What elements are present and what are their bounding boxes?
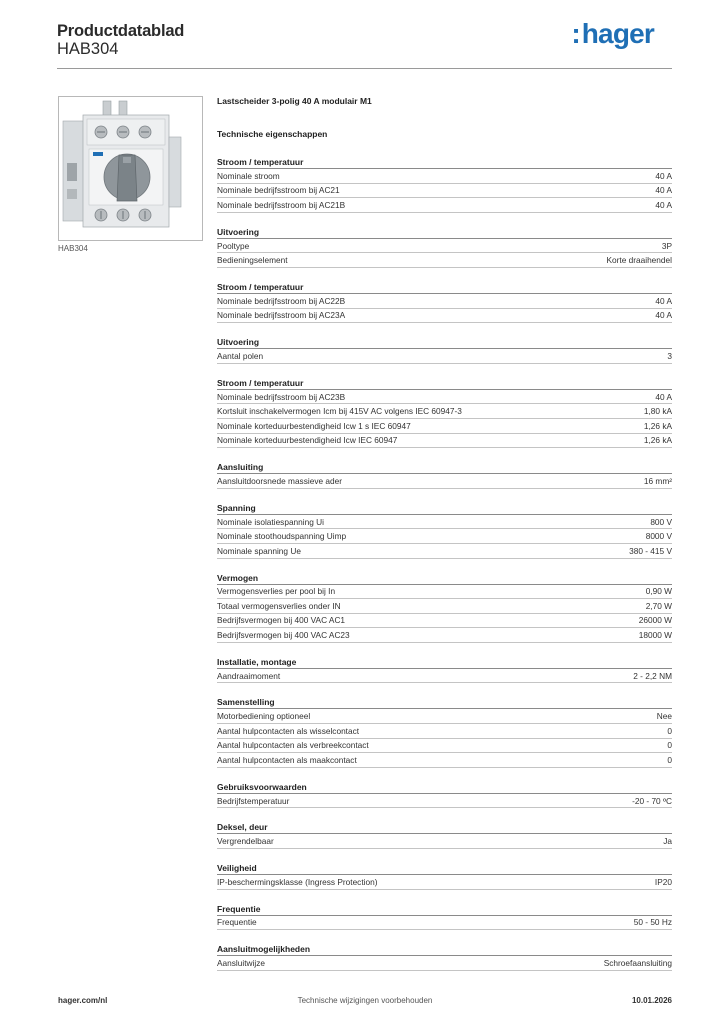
spec-label: IP-beschermingsklasse (Ingress Protection) [217, 876, 378, 887]
spec-group-title: Uitvoering [217, 337, 672, 349]
spec-group [217, 573, 672, 643]
spec-value: IP20 [654, 876, 672, 887]
spec-value: Korte draaihendel [606, 255, 672, 266]
spec-group [217, 157, 672, 213]
spec-label: Nominale stoothoudspanning Uimp [217, 531, 347, 542]
spec-label: Nominale isolatiespanning Ui [217, 516, 324, 527]
spec-group-title: Vermogen [217, 573, 672, 585]
document-header [57, 20, 672, 70]
spec-group-title: Samenstelling [217, 697, 672, 709]
spec-row [217, 198, 672, 213]
spec-group-title: Deksel, deur [217, 822, 672, 834]
spec-value: 0 [667, 725, 672, 736]
spec-label: Frequentie [217, 917, 257, 928]
spec-group [217, 863, 672, 890]
spec-label: Aansluitdoorsnede massieve ader [217, 475, 342, 486]
spec-label: Aansluitwijze [217, 958, 265, 969]
spec-label: Motorbediening optioneel [217, 711, 311, 722]
spec-label: Aantal polen [217, 350, 264, 361]
hager-logo [571, 18, 654, 50]
spec-row [217, 239, 672, 254]
spec-row [217, 309, 672, 324]
spec-group [217, 697, 672, 767]
spec-label: Nominale korteduurbestendigheid Icw IEC 60947 [217, 435, 398, 446]
spec-value: 0 [667, 740, 672, 751]
spec-value: 3P [661, 240, 672, 251]
spec-label: Nominale bedrijfsstroom bij AC21 [217, 185, 340, 196]
spec-label: Aantal hulpcontacten als maakcontact [217, 755, 357, 766]
spec-value: 1,80 kA [643, 406, 672, 417]
spec-row [217, 404, 672, 419]
spec-value: 40 A [655, 185, 672, 196]
spec-row [217, 419, 672, 434]
header-divider [57, 68, 672, 69]
spec-label: Bedrijfsvermogen bij 400 VAC AC23 [217, 630, 350, 641]
spec-label: Bedrijfstemperatuur [217, 795, 290, 806]
spec-value: 1,26 kA [643, 420, 672, 431]
logo-text: hager [581, 18, 654, 49]
spec-row [217, 390, 672, 405]
spec-label: Pooltype [217, 240, 250, 251]
spec-row [217, 739, 672, 754]
spec-row [217, 753, 672, 768]
document-title: Productdatablad [57, 22, 185, 40]
spec-row [217, 709, 672, 724]
spec-row [217, 294, 672, 309]
spec-group-title: Veiligheid [217, 863, 672, 875]
spec-value: -20 - 70 ºC [632, 795, 672, 806]
spec-row [217, 956, 672, 971]
spec-group [217, 462, 672, 489]
section-title: Technische eigenschappen [217, 129, 328, 139]
spec-label: Aantal hulpcontacten als verbreekcontact [217, 740, 369, 751]
spec-group-title: Gebruiksvoorwaarden [217, 782, 672, 794]
product-image-caption: HAB304 [58, 244, 88, 253]
spec-group [217, 227, 672, 268]
spec-value: 40 A [655, 295, 672, 306]
spec-row [217, 515, 672, 530]
specifications-panel [217, 96, 672, 971]
spec-label: Nominale stroom [217, 170, 280, 181]
spec-group [217, 904, 672, 931]
page-footer [58, 996, 672, 1008]
spec-label: Vergrendelbaar [217, 836, 274, 847]
spec-group-title: Aansluitmogelijkheden [217, 944, 672, 956]
spec-row [217, 614, 672, 629]
spec-row [217, 599, 672, 614]
spec-row [217, 434, 672, 449]
spec-value: 1,26 kA [643, 435, 672, 446]
spec-value: 380 - 415 V [629, 545, 672, 556]
spec-label: Nominale bedrijfsstroom bij AC22B [217, 295, 346, 306]
footer-website-link[interactable]: hager.com/nl [58, 996, 108, 1005]
spec-value: Nee [656, 711, 672, 722]
spec-group [217, 782, 672, 809]
spec-group [217, 503, 672, 559]
spec-group [217, 282, 672, 323]
spec-group-title: Spanning [217, 503, 672, 515]
spec-value: 40 A [655, 170, 672, 181]
spec-value: 3 [667, 350, 672, 361]
spec-group-title: Stroom / temperatuur [217, 282, 672, 294]
spec-label: Nominale korteduurbestendigheid Icw 1 s IEC 60947 [217, 420, 411, 431]
spec-group-title: Stroom / temperatuur [217, 157, 672, 169]
spec-row [217, 474, 672, 489]
spec-row [217, 724, 672, 739]
spec-value: 16 mm² [643, 475, 672, 486]
spec-row [217, 529, 672, 544]
spec-group-title: Stroom / temperatuur [217, 378, 672, 390]
spec-value: 2 - 2,2 NM [633, 670, 672, 681]
spec-label: Totaal vermogensverlies onder IN [217, 600, 341, 611]
spec-value: 800 V [650, 516, 672, 527]
spec-row [217, 875, 672, 890]
product-image [58, 96, 203, 241]
spec-group-title: Aansluiting [217, 462, 672, 474]
spec-groups [217, 157, 672, 971]
footer-date: 10.01.2026 [631, 996, 672, 1005]
spec-label: Kortsluit inschakelvermogen Icm bij 415V AC volgens IEC 60947-3 [217, 406, 462, 417]
spec-row [217, 544, 672, 559]
spec-row [217, 349, 672, 364]
document-product-code: HAB304 [57, 40, 119, 58]
spec-row [217, 628, 672, 643]
spec-group [217, 657, 672, 684]
spec-row [217, 669, 672, 684]
spec-value: 0,90 W [645, 586, 672, 597]
spec-label: Aantal hulpcontacten als wisselcontact [217, 725, 360, 736]
spec-value: 26000 W [638, 615, 672, 626]
spec-value: 40 A [655, 199, 672, 210]
spec-label: Bedrijfsvermogen bij 400 VAC AC1 [217, 615, 346, 626]
spec-value: 0 [667, 755, 672, 766]
spec-label: Vermogensverlies per pool bij In [217, 586, 336, 597]
spec-row [217, 834, 672, 849]
spec-value: Ja [663, 836, 672, 847]
spec-group [217, 822, 672, 849]
product-description: Lastscheider 3-polig 40 A modulair M1 [217, 96, 372, 106]
spec-label: Nominale bedrijfsstroom bij AC23A [217, 310, 346, 321]
spec-value: 8000 V [645, 531, 672, 542]
spec-group [217, 378, 672, 448]
spec-label: Aandraaimoment [217, 670, 281, 681]
footer-notice: Technische wijzigingen voorbehouden [297, 996, 433, 1005]
spec-label: Nominale spanning Ue [217, 545, 301, 556]
spec-row [217, 184, 672, 199]
spec-value: 2,70 W [645, 600, 672, 611]
spec-label: Nominale bedrijfsstroom bij AC21B [217, 199, 346, 210]
spec-row [217, 794, 672, 809]
rotary-switch-disconnector-image [59, 97, 202, 240]
spec-group-title: Uitvoering [217, 227, 672, 239]
logo-colon: : [571, 18, 582, 49]
spec-group-title: Frequentie [217, 904, 672, 916]
spec-group [217, 944, 672, 971]
spec-group [217, 337, 672, 364]
spec-label: Bedieningselement [217, 255, 288, 266]
spec-label: Nominale bedrijfsstroom bij AC23B [217, 391, 346, 402]
spec-value: 50 - 50 Hz [633, 917, 672, 928]
spec-row [217, 585, 672, 600]
spec-value: 18000 W [638, 630, 672, 641]
spec-value: Schroefaansluiting [603, 958, 672, 969]
spec-row [217, 916, 672, 931]
spec-row [217, 169, 672, 184]
spec-row [217, 253, 672, 268]
spec-group-title: Installatie, montage [217, 657, 672, 669]
spec-value: 40 A [655, 310, 672, 321]
spec-value: 40 A [655, 391, 672, 402]
